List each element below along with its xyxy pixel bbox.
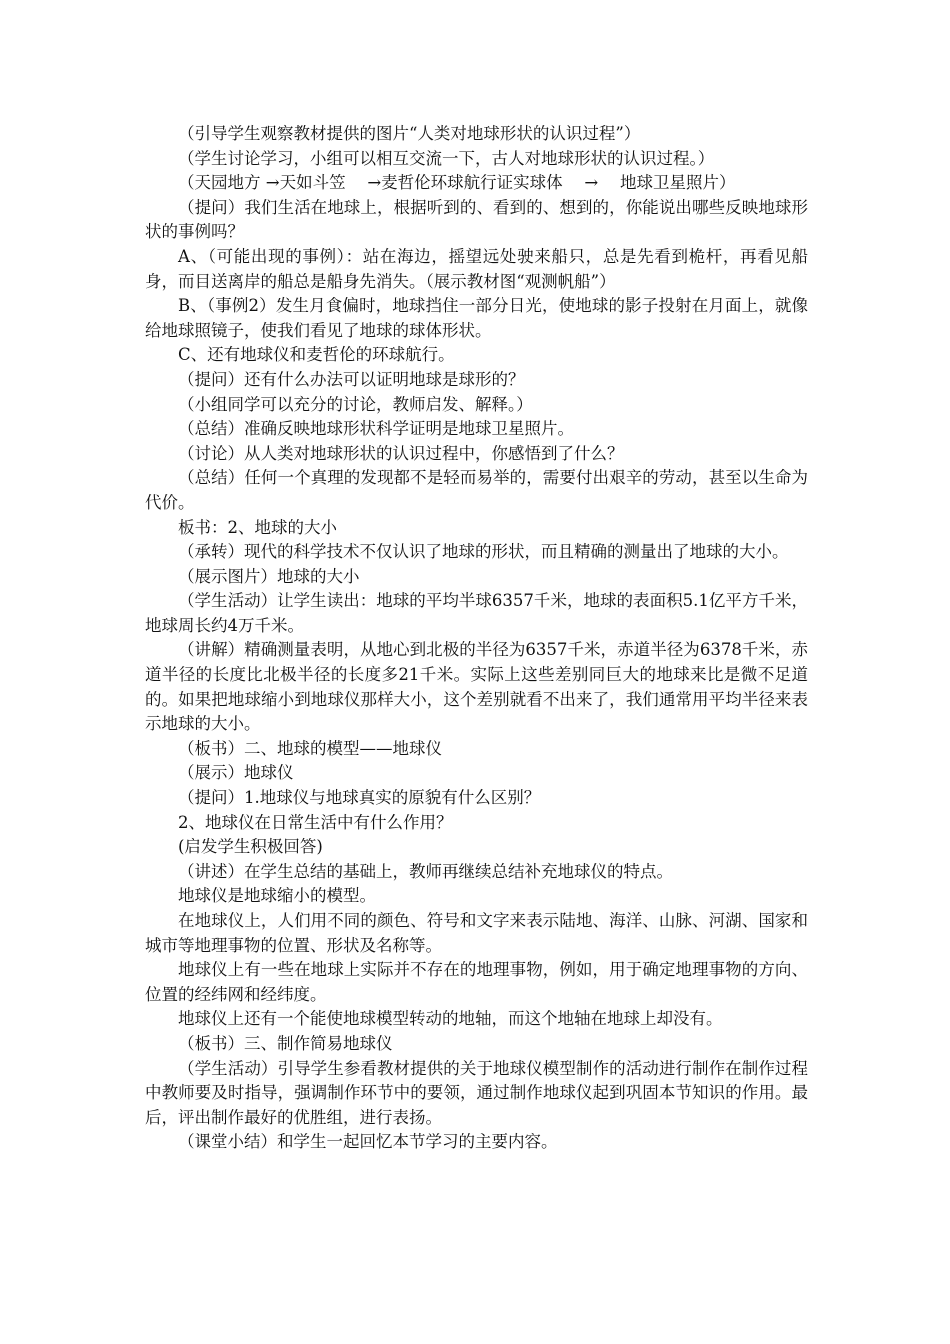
paragraph-board-earth-size: 板书：2、地球的大小 <box>178 517 337 537</box>
paragraph-student-discussion: （学生讨论学习，小组可以相互交流一下，古人对地球形状的认识过程。） <box>178 148 715 168</box>
paragraph-example-c-globe: C、还有地球仪和麦哲伦的环球航行。 <box>178 345 455 365</box>
paragraph-observe-pictures: （引导学生观察教材提供的图片“人类对地球形状的认识过程”） <box>178 124 641 143</box>
paragraph-board-globe-model: （板书）二、地球的模型——地球仪 <box>178 738 442 758</box>
paragraph-globe-axis: 地球仪上还有一个能使地球模型转动的地轴，而这个地轴在地球上却没有。 <box>178 1009 723 1029</box>
paragraph-example-a-ship: A、（可能出现的事例）：站在海边，摇望远处驶来船只，总是先看到桅杆，再看见船身，而目送离岸的船总是船身先消失。（展示教材图“观测帆船”） <box>145 246 808 291</box>
document-page <box>145 122 808 1155</box>
paragraph-summary-satellite: （总结）准确反映地球形状科学证明是地球卫星照片。 <box>178 419 574 439</box>
paragraph-question-proof: （提问）还有什么办法可以证明地球是球形的？ <box>178 369 525 389</box>
paragraph-explanation-radius: （讲解）精确测量表明，从地心到北极的半径为6357千米，赤道半径为6378千米，赤道半径的长度比北极半径的长度多21千米。实际上这些差别同巨大的地球来比是微不足道的。如果把地球缩小到地球仪那样大小，这个差别就看不出来了，我们通常用平均半径来表示地球的大小。 <box>145 640 808 734</box>
paragraph-student-activity-make: （学生活动）引导学生参看教材提供的关于地球仪模型制作的活动进行制作在制作过程中教师要及时指导，强调制作环节中的要领，通过制作地球仪起到巩固本节知识的作用。最后，评出制作最好的优胜组，进行表扬。 <box>145 1058 808 1127</box>
paragraph-question-use: 2、地球仪在日常生活中有什么作用？ <box>178 812 453 832</box>
paragraph-show-globe: （展示）地球仪 <box>178 763 294 783</box>
paragraph-example-b-eclipse: B、（事例2）发生月食偏时，地球挡住一部分日光，使地球的影子投射在月面上，就像给地球照镜子，使我们看见了地球的球体形状。 <box>145 296 808 340</box>
paragraph-group-discussion: （小组同学可以充分的讨论，教师启发、解释。） <box>178 394 533 414</box>
paragraph-transition: （承转）现代的科学技术不仅认识了地球的形状，而且精确的测量出了地球的大小。 <box>178 542 789 562</box>
paragraph-board-make-globe: （板书）三、制作简易地球仪 <box>178 1033 393 1053</box>
paragraph-discussion-insight: （讨论）从人类对地球形状的认识过程中，你感悟到了什么？ <box>178 443 624 463</box>
paragraph-question-difference: （提问）1.地球仪与地球真实的原貌有什么区别？ <box>178 788 541 808</box>
paragraph-narration-features: （讲述）在学生总结的基础上，教师再继续总结补充地球仪的特点。 <box>178 861 673 881</box>
paragraph-globe-symbols: 在地球仪上，人们用不同的颜色、符号和文字来表示陆地、海洋、山脉、河湖、国家和城市等地理事物的位置、形状及名称等。 <box>145 911 808 955</box>
paragraph-summary-truth: （总结）任何一个真理的发现都不是轻而易举的，需要付出艰辛的劳动，甚至以生命为代价。 <box>145 468 808 512</box>
paragraph-globe-model-def: 地球仪是地球缩小的模型。 <box>178 886 376 906</box>
paragraph-student-activity-read: （学生活动）让学生读出：地球的平均半球6357千米，地球的表面积5.1亿平方千米，地球周长约4万千米。 <box>145 591 808 635</box>
paragraph-globe-grid: 地球仪上有一些在地球上实际并不存在的地理事物，例如，用于确定地理事物的方向、位置的经纬网和经纬度。 <box>145 960 808 1004</box>
paragraph-cognition-sequence: （天园地方 →天如斗笠 →麦哲伦环球航行证实球体 → 地球卫星照片） <box>178 173 736 193</box>
paragraph-inspire-answer: (启发学生积极回答) <box>178 837 323 857</box>
paragraph-show-picture: （展示图片）地球的大小 <box>178 566 360 586</box>
paragraph-question-examples: （提问）我们生活在地球上，根据听到的、看到的、想到的，你能说出哪些反映地球形状的事例吗？ <box>145 197 808 242</box>
paragraph-class-summary: （课堂小结）和学生一起回忆本节学习的主要内容。 <box>178 1132 558 1152</box>
